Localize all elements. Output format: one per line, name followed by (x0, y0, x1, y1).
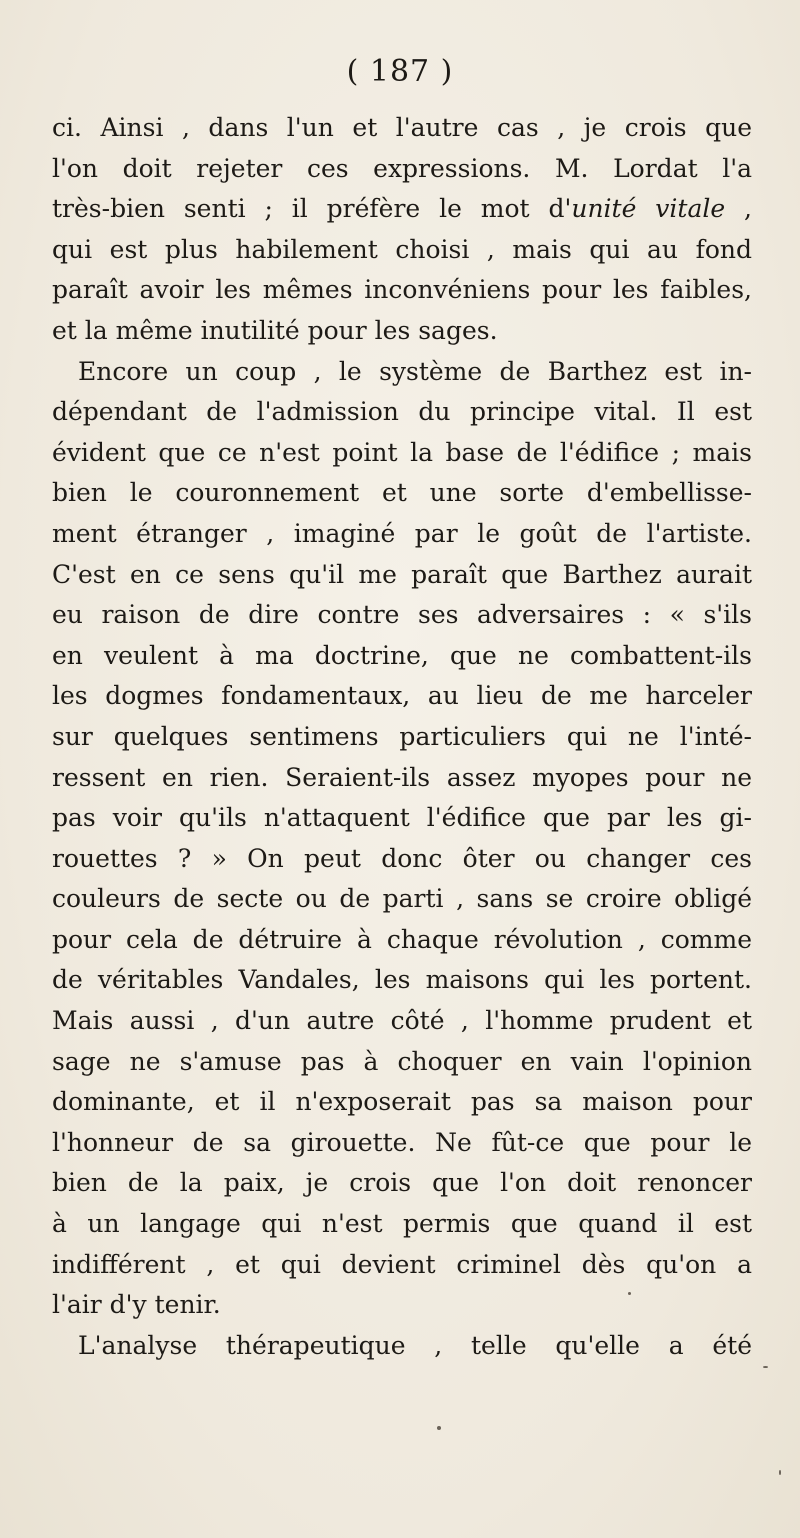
paragraph-start: L'analyse thérapeutique , telle qu'elle a été (78, 1330, 752, 1360)
paper-speck (437, 1426, 441, 1430)
text-line: évident que ce n'est point la base de l'édifice ; mais (52, 437, 752, 467)
text-line: les dogmes fondamentaux, au lieu de me harceler (52, 681, 752, 711)
paper-speck (763, 1366, 768, 1368)
paragraph-start: Encore un coup , le système de Barthez est in- (78, 356, 752, 386)
text-line: sage ne s'amuse pas à choquer en vain l'opinion (52, 1046, 752, 1076)
body-text (52, 108, 752, 1366)
text-line: dominante, et il n'exposerait pas sa maison pour (52, 1087, 752, 1117)
text-line: et la même inutilité pour les sages. (52, 315, 498, 345)
text-line: dépendant de l'admission du principe vital. Il est (52, 397, 752, 427)
text-line-end: , (725, 194, 752, 224)
text-line: pour cela de détruire à chaque révolution , comme (52, 924, 752, 954)
text-line: de véritables Vandales, les maisons qui les portent. (52, 965, 752, 995)
text-line: paraît avoir les mêmes inconvéniens pour les faibles, (52, 275, 752, 305)
text-line-start: très-bien senti ; il préfère le mot d' (52, 194, 572, 224)
text-line: l'on doit rejeter ces expressions. M. Lordat l'a (52, 153, 752, 183)
text-line: l'honneur de sa girouette. Ne fût-ce que pour le (52, 1127, 752, 1157)
text-line: en veulent à ma doctrine, que ne combattent-ils (52, 640, 752, 670)
page-number: ( 187 ) (346, 54, 454, 89)
text-line: ment étranger , imaginé par le goût de l'artiste. (52, 518, 752, 548)
text-line: couleurs de secte ou de parti , sans se croire obligé (52, 884, 752, 914)
text-line: ressent en rien. Seraient-ils assez myopes pour ne (52, 762, 752, 792)
text-line: indifférent , et qui devient criminel dès qu'on a (52, 1249, 752, 1279)
text-line: eu raison de dire contre ses adversaires : « s'ils (52, 600, 752, 630)
text-line (52, 189, 752, 230)
text-line: l'air d'y tenir. (52, 1290, 221, 1320)
text-line: rouettes ? » On peut donc ôter ou changer ces (52, 843, 752, 873)
text-line: C'est en ce sens qu'il me paraît que Barthez aurait (52, 559, 752, 589)
text-line: qui est plus habilement choisi , mais qui au fond (52, 234, 752, 264)
paper-speck (628, 1292, 631, 1295)
italic-term: unité vitale (571, 194, 726, 224)
text-line: bien le couronnement et une sorte d'embellisse- (52, 478, 752, 508)
text-line: sur quelques sentimens particuliers qui ne l'inté- (52, 721, 752, 751)
text-line: ci. Ainsi , dans l'un et l'autre cas , je crois que (52, 113, 752, 142)
text-line: pas voir qu'ils n'attaquent l'édifice que par les gi- (52, 803, 752, 833)
text-line: à un langage qui n'est permis que quand il est (52, 1209, 752, 1239)
text-line: bien de la paix, je crois que l'on doit renoncer (52, 1168, 752, 1198)
text-line: Mais aussi , d'un autre côté , l'homme prudent et (52, 1006, 752, 1036)
paper-speck (779, 1470, 781, 1475)
